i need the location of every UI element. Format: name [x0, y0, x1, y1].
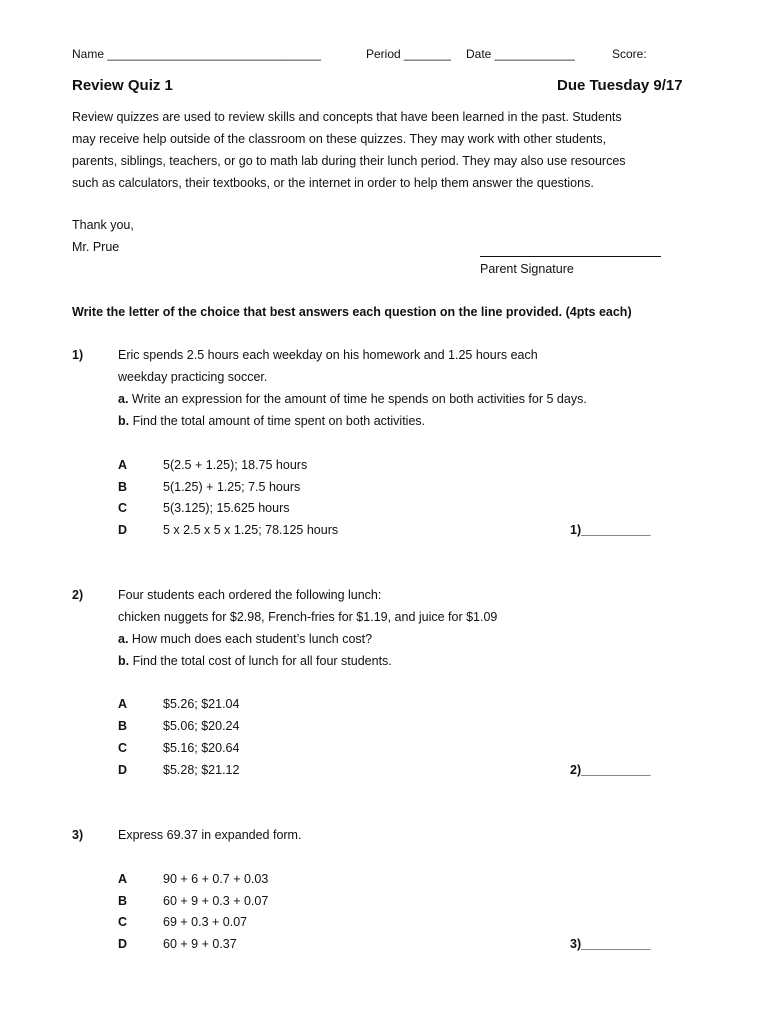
signature-label: Parent Signature — [480, 262, 574, 276]
intro-line: parents, siblings, teachers, or go to math lab during their lunch period. They may also use resources — [72, 154, 626, 168]
name-field-label: Name ________________________________ — [72, 47, 321, 61]
choice-text: 5 x 2.5 x 5 x 1.25; 78.125 hours — [163, 523, 339, 537]
choice-letter: A — [118, 458, 128, 472]
question-text: chicken nuggets for $2.98, French-fries for $1.19, and juice for $1.09 — [118, 610, 498, 624]
question-part-a — [118, 632, 372, 646]
choice-letter: B — [118, 480, 128, 494]
answer-line[interactable]: 3)__________ — [570, 937, 651, 951]
choice-letter: C — [118, 501, 128, 515]
question-part-b — [118, 414, 425, 428]
question-text: weekday practicing soccer. — [118, 370, 268, 384]
part-label: a. — [118, 632, 129, 646]
part-text: How much does each student’s lunch cost? — [131, 632, 373, 646]
choice-text: 5(1.25) + 1.25; 7.5 hours — [163, 480, 301, 494]
question-number: 1) — [72, 348, 84, 362]
date-field-label: Date ____________ — [466, 47, 575, 61]
answer-line[interactable]: 2)__________ — [570, 763, 651, 777]
choice-text: 90 + 6 + 0.7 + 0.03 — [163, 872, 269, 886]
question-text: Express 69.37 in expanded form. — [118, 828, 302, 842]
question-text: Four students each ordered the following lunch: — [118, 588, 382, 602]
choice-text: 5(2.5 + 1.25); 18.75 hours — [163, 458, 308, 472]
choice-letter: A — [118, 872, 128, 886]
part-text: Find the total cost of lunch for all four students. — [132, 654, 392, 668]
choice-letter: B — [118, 894, 128, 908]
choice-text: 60 + 9 + 0.3 + 0.07 — [163, 894, 269, 908]
signature-line — [480, 256, 661, 257]
part-text: Write an expression for the amount of time he spends on both activities for 5 days. — [131, 392, 587, 406]
closing-thanks: Thank you, — [72, 218, 134, 232]
question-text: Eric spends 2.5 hours each weekday on his homework and 1.25 hours each — [118, 348, 538, 362]
due-date: Due Tuesday 9/17 — [557, 77, 683, 94]
part-label: a. — [118, 392, 129, 406]
period-field-label: Period _______ — [366, 47, 451, 61]
choice-letter: D — [118, 523, 128, 537]
instructions: Write the letter of the choice that best answers each question on the line provided. (4pts each) — [72, 305, 632, 319]
choice-letter: D — [118, 937, 128, 951]
intro-line: such as calculators, their textbooks, or the internet in order to help them answer the questions. — [72, 176, 594, 190]
choice-text: $5.16; $20.64 — [163, 741, 240, 755]
question-part-b — [118, 654, 392, 668]
part-label: b. — [118, 654, 130, 668]
choice-letter: D — [118, 763, 128, 777]
choice-text: 69 + 0.3 + 0.07 — [163, 915, 248, 929]
part-text: Find the total amount of time spent on both activities. — [132, 414, 426, 428]
answer-line[interactable]: 1)__________ — [570, 523, 651, 537]
choice-text: $5.26; $21.04 — [163, 697, 240, 711]
question-number: 3) — [72, 828, 84, 842]
intro-paragraph — [72, 106, 702, 194]
choice-letter: B — [118, 719, 128, 733]
intro-line: may receive help outside of the classroom on these quizzes. They may work with other students, — [72, 132, 607, 146]
choice-letter: A — [118, 697, 128, 711]
page-title: Review Quiz 1 — [72, 77, 173, 94]
teacher-name: Mr. Prue — [72, 240, 120, 254]
choice-text: $5.06; $20.24 — [163, 719, 240, 733]
intro-line: Review quizzes are used to review skills and concepts that have been learned in the past. Students — [72, 110, 622, 124]
choice-text: 5(3.125); 15.625 hours — [163, 501, 290, 515]
question-part-a — [118, 392, 587, 406]
choice-letter: C — [118, 915, 128, 929]
question-number: 2) — [72, 588, 84, 602]
score-field-label: Score: — [612, 47, 647, 61]
choice-letter: C — [118, 741, 128, 755]
choice-text: $5.28; $21.12 — [163, 763, 240, 777]
part-label: b. — [118, 414, 130, 428]
choice-text: 60 + 9 + 0.37 — [163, 937, 237, 951]
